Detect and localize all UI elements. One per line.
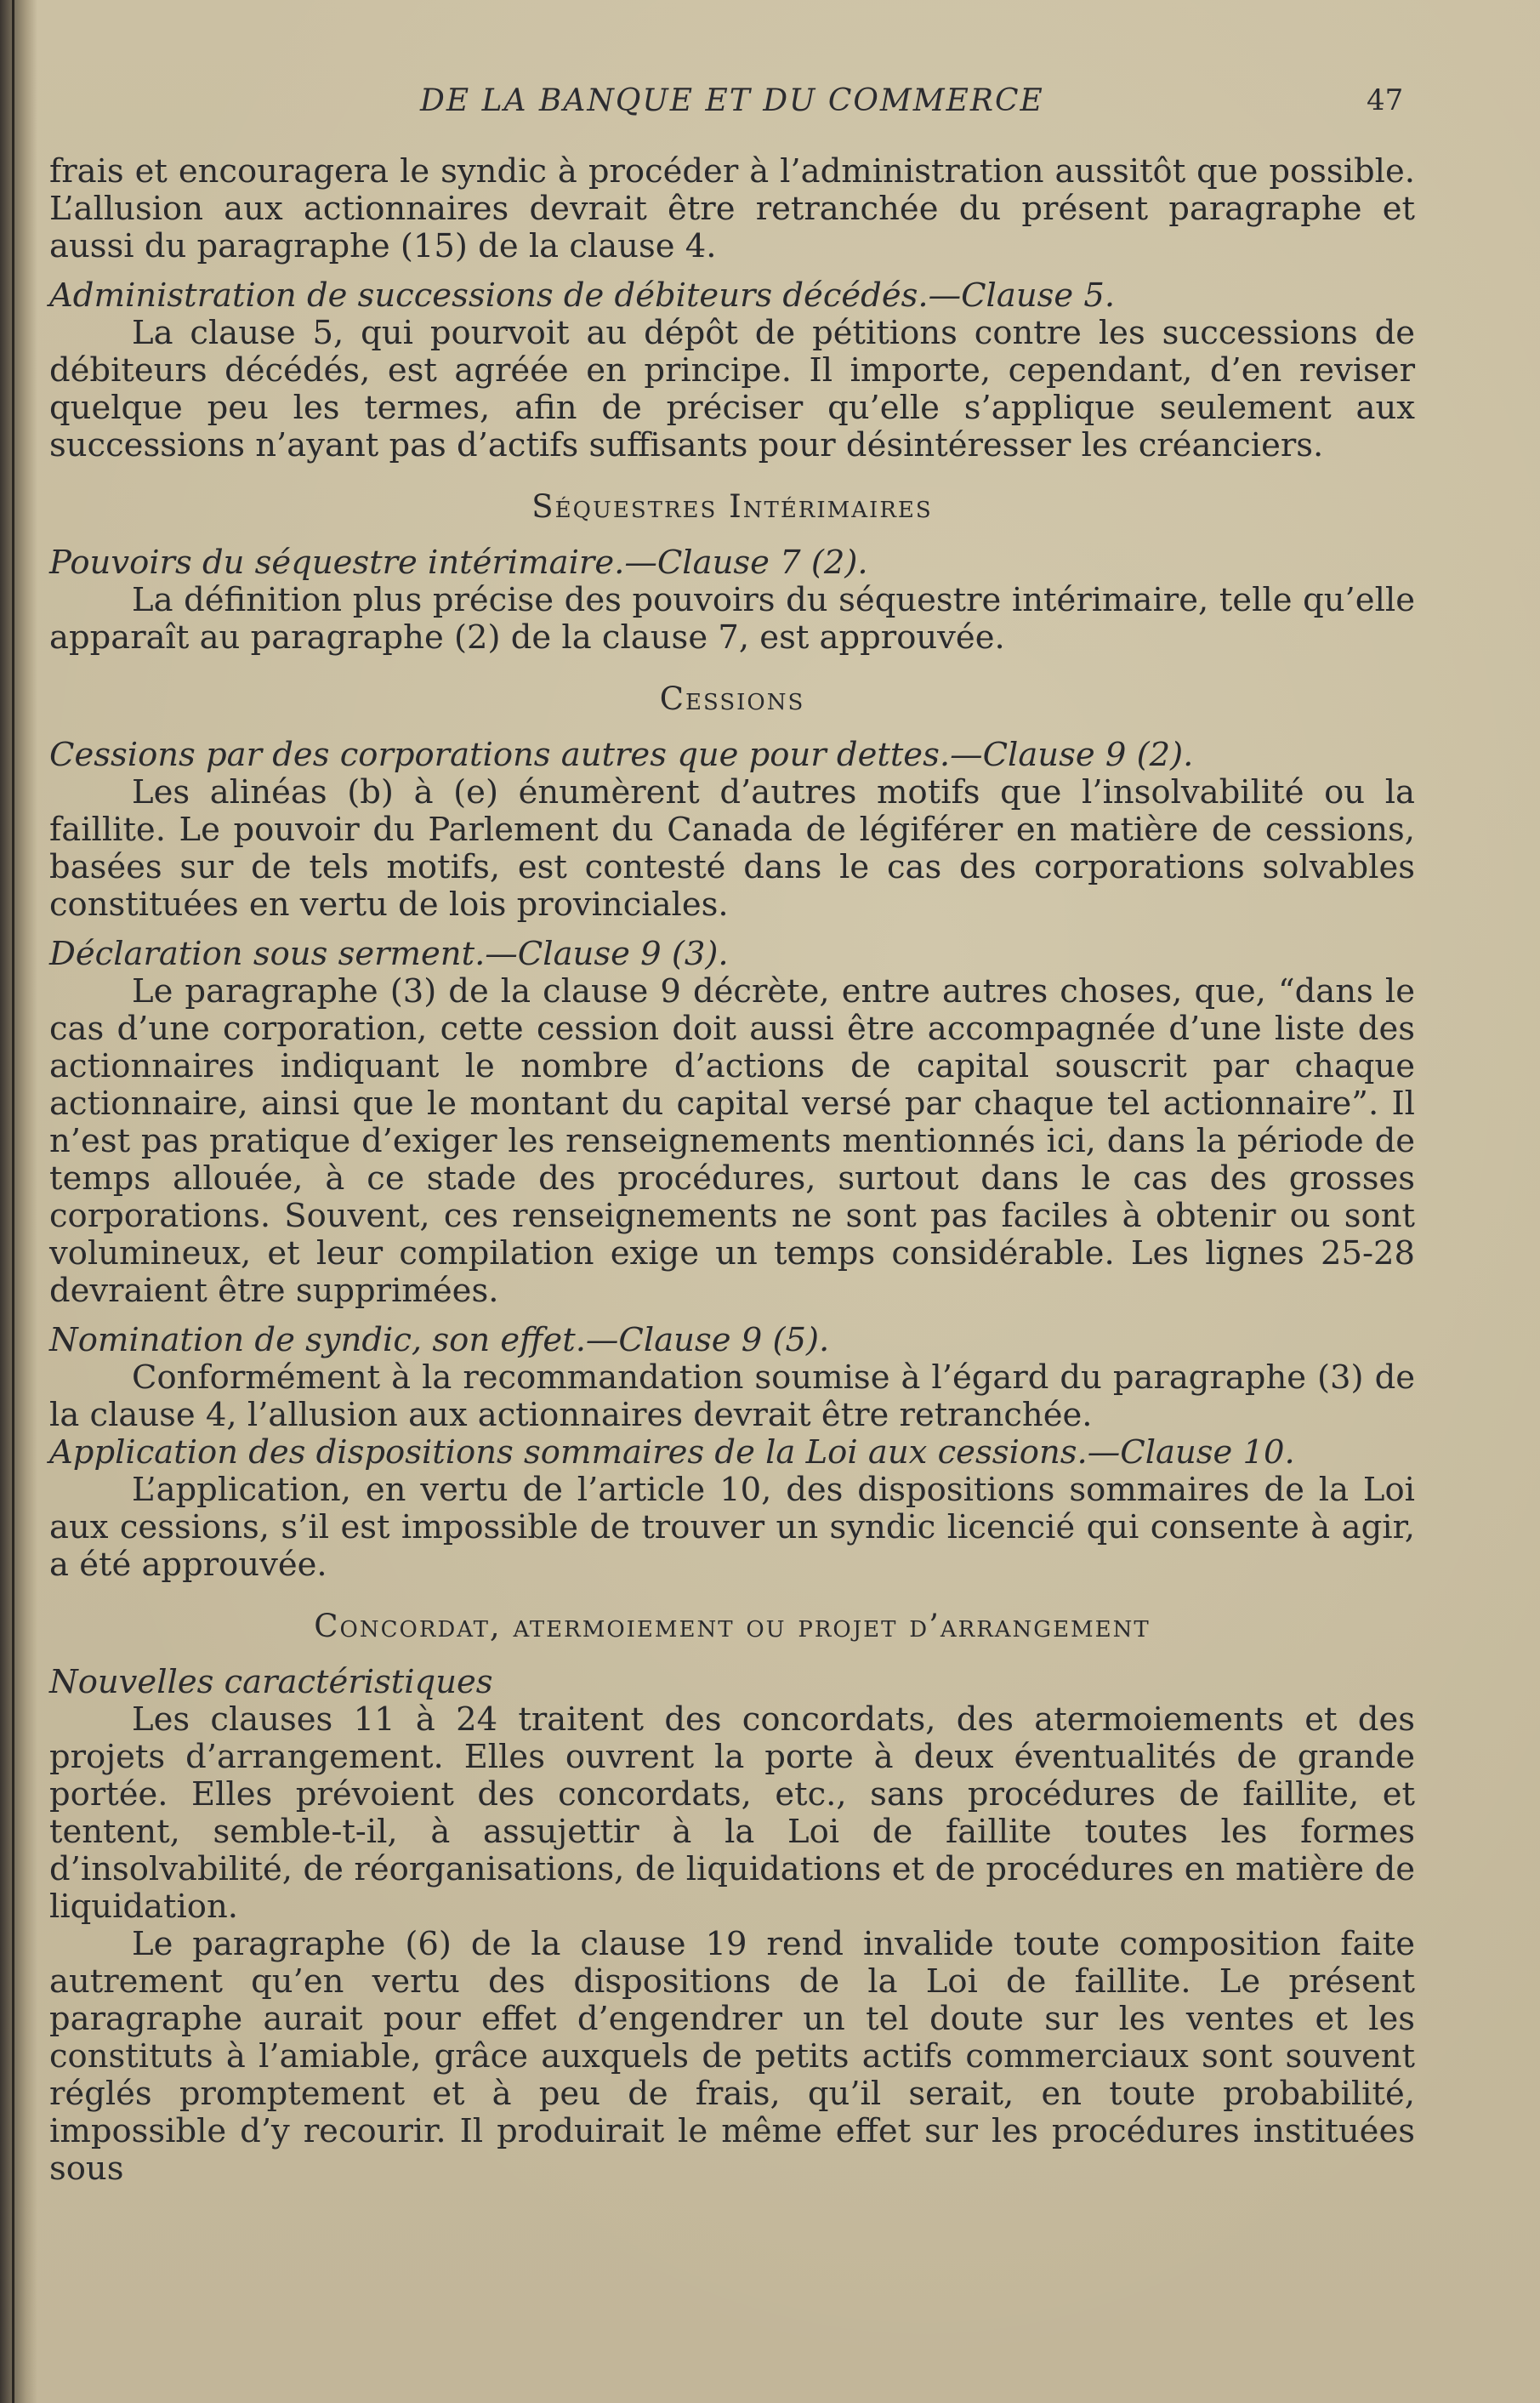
clause-heading: Déclaration sous serment.—Clause 9 (3). xyxy=(49,935,729,973)
clause-heading: Administration de successions de débiteurs décédés.—Clause 5. xyxy=(49,276,1116,315)
clause-heading: Pouvoirs du séquestre intérimaire.—Clause 7 (2). xyxy=(49,544,868,582)
clause-heading: Nouvelles caractéristiques xyxy=(49,1663,493,1701)
paragraph: L’application, en vertu de l’article 10, des dispositions sommaires de la Loi aux cessions, s’il est impossible de trouver un syndic licencié qui consente à agir, a été approuvée. xyxy=(49,1471,1415,1584)
page-number: 47 xyxy=(1367,83,1404,117)
clause-heading: Cessions par des corporations autres que pour dettes.—Clause 9 (2). xyxy=(49,736,1194,774)
paragraph: Le paragraphe (3) de la clause 9 décrète, entre autres choses, que, “dans le cas d’une corporation, cette cession doit aussi être accompagnée d’une liste des actionnaires indiquant le nombre d’actions de capital souscrit par chaque actionnaire, ainsi que le montant du capital versé par chaque tel actionnaire”. Il n’est pas pratique d’exiger les renseignements mentionnés ici, dans la période de temps allouée, à ce stade des procédures, surtout dans le cas des grosses corporations. Souvent, ces renseignements ne sont pas faciles à obtenir ou sont volumineux, et leur compilation exige un temps considérable. Les lignes 25-28 devraient être supprimées. xyxy=(49,972,1415,1310)
clause-heading: Application des dispositions sommaires de la Loi aux cessions.—Clause 10. xyxy=(49,1433,1295,1472)
paragraph: Les clauses 11 à 24 traitent des concordats, des atermoiements et des projets d’arrangement. Elles ouvrent la porte à deux éventualités de grande portée. Elles prévoient des concordats, etc., sans procédures de faillite, et tentent, semble-t-il, à assujettir à la Loi de faillite toutes les formes d’insolvabilité, de réorganisations, de liquidations et de procédures en matière de liquidation. xyxy=(49,1700,1415,1926)
running-head: DE LA BANQUE ET DU COMMERCE xyxy=(420,83,1044,118)
paragraph: Le paragraphe (6) de la clause 19 rend invalide toute composition faite autrement qu’en vertu des dispositions de la Loi de faillite. Le présent paragraphe aurait pour effet d’engendrer un tel doute sur les ventes et les constituts à l’amiable, grâce auxquels de petits actifs commerciaux sont souvent réglés promptement et à peu de frais, qu’il serait, en toute probabilité, impossible d’y recourir. Il produirait le même effet sur les procédures instituées sous xyxy=(49,1925,1415,2188)
page-binding-shadow xyxy=(0,0,37,2403)
page-body xyxy=(49,153,1415,2188)
paragraph: frais et encouragera le syndic à procéder à l’administration aussitôt que possible. L’allusion aux actionnaires devrait être retranchée du présent paragraphe et aussi du paragraphe (15) de la clause 4. xyxy=(49,152,1415,265)
page-header xyxy=(0,83,1540,126)
paragraph: Les alinéas (b) à (e) énumèrent d’autres motifs que l’insolvabilité ou la faillite. Le pouvoir du Parlement du Canada de légiférer en matière de cessions, basées sur de tels motifs, est contesté dans le cas des corporations solvables constituées en vertu de lois provinciales. xyxy=(49,773,1415,924)
paragraph: La clause 5, qui pourvoit au dépôt de pétitions contre les successions de débiteurs décédés, est agréée en principe. Il importe, cependant, d’en reviser quelque peu les termes, afin de préciser qu’elle s’applique seulement aux successions n’ayant pas d’actifs suffisants pour désintéresser les créanciers. xyxy=(49,314,1415,464)
section-heading: Cessions xyxy=(659,680,805,717)
paragraph: Conformément à la recommandation soumise à l’égard du paragraphe (3) de la clause 4, l’allusion aux actionnaires devrait être retranchée. xyxy=(49,1358,1415,1434)
section-heading: Concordat, atermoiement ou projet d’arrangement xyxy=(314,1608,1151,1644)
section-heading: Séquestres Intérimaires xyxy=(531,488,933,525)
binding-edge xyxy=(12,0,14,2403)
paragraph: La définition plus précise des pouvoirs du séquestre intérimaire, telle qu’elle apparaît au paragraphe (2) de la clause 7, est approuvée. xyxy=(49,581,1415,657)
clause-heading: Nomination de syndic, son effet.—Clause 9 (5). xyxy=(49,1321,830,1359)
